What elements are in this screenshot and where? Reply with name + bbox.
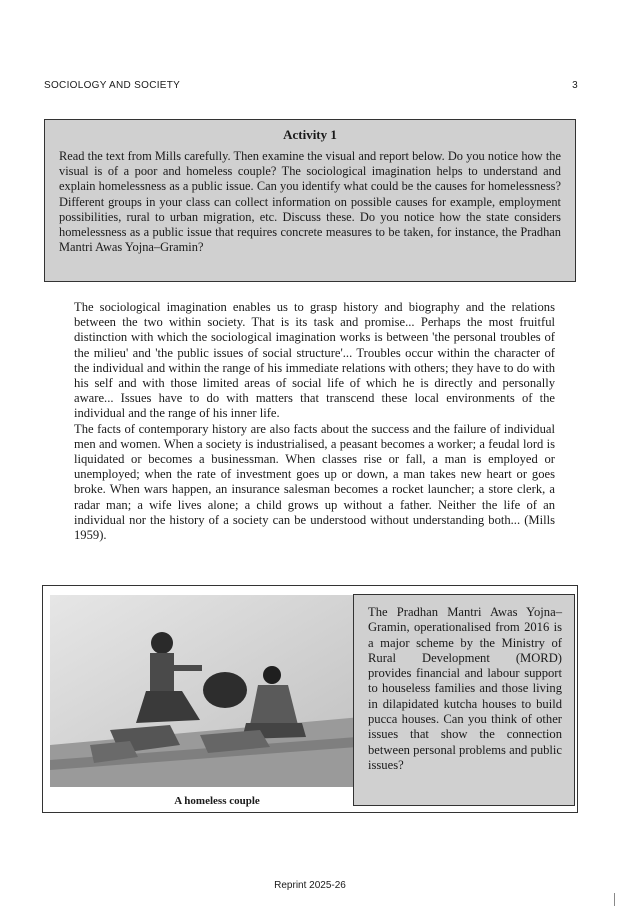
running-head <box>44 80 578 91</box>
activity-title: Activity 1 <box>283 127 337 142</box>
homeless-couple-photo <box>50 595 384 787</box>
mills-quote <box>74 300 555 543</box>
book-title: SOCIOLOGY AND SOCIETY <box>44 80 181 91</box>
edge-mark <box>614 893 615 906</box>
quote-paragraph-2: The facts of contemporary history are also facts about the success and the failure of individual men and women. When a society is industrialised, a peasant becomes a worker; a feudal lord is liquidated or becomes a businessman. When classes rise or fall, a man is employed or unemployed; when the rate of investment goes up or down, a man takes new heart or goes broke. When wars happen, an insurance salesman becomes a rocket launcher; a store clerk, a radar man; a wife lives alone; a child grows up without a father. Neither the life of an individual nor the history of a society can be understood without understanding both... (Mills 1959). <box>74 421 555 543</box>
activity-box <box>44 119 576 282</box>
page-number: 3 <box>572 80 578 91</box>
photo-illustration <box>50 595 384 787</box>
figure-caption: A homeless couple <box>174 795 260 807</box>
quote-paragraph-1: The sociological imagination enables us to grasp history and biography and the relations between the two within society. That is its task and promise... Perhaps the most fruitful distinction with which the sociological imagination works is between 'the personal troubles of the milieu' and 'the public issues of social structure'... Troubles occur within the character of the individual and within the range of his immediate relations with others; they have to do with his self and with those limited areas of social life of which he is directly and personally aware... Issues have to do with matters that transcend these local environments of the individual and the range of his inner life. <box>74 300 555 421</box>
figure-frame <box>42 585 578 813</box>
activity-body: Read the text from Mills carefully. Then examine the visual and report below. Do you notice how the visual is of a poor and homeless couple? The sociological imagination helps to understand and explain homelessness as a public issue. Can you identify what could be the causes for homelessness? Different groups in your class can collect information on possible causes for example, employment possibilities, rural to urban migration, etc. Discuss these. Do you notice how the state considers homelessness as a public issue that requires concrete measures to be taken, for instance, the Pradhan Mantri Awas Yojna–Gramin? <box>59 149 561 255</box>
reprint-footer: Reprint 2025-26 <box>274 880 346 891</box>
pmay-info-box: The Pradhan Mantri Awas Yojna–Gramin, operationalised from 2016 is a major scheme by the Ministry of Rural Development (MORD) provides financial and labour support to houseless families and those living in dilapidated kutcha houses to build pucca houses. Can you think of other issues that show the connection between personal problems and public issues? <box>353 594 575 806</box>
